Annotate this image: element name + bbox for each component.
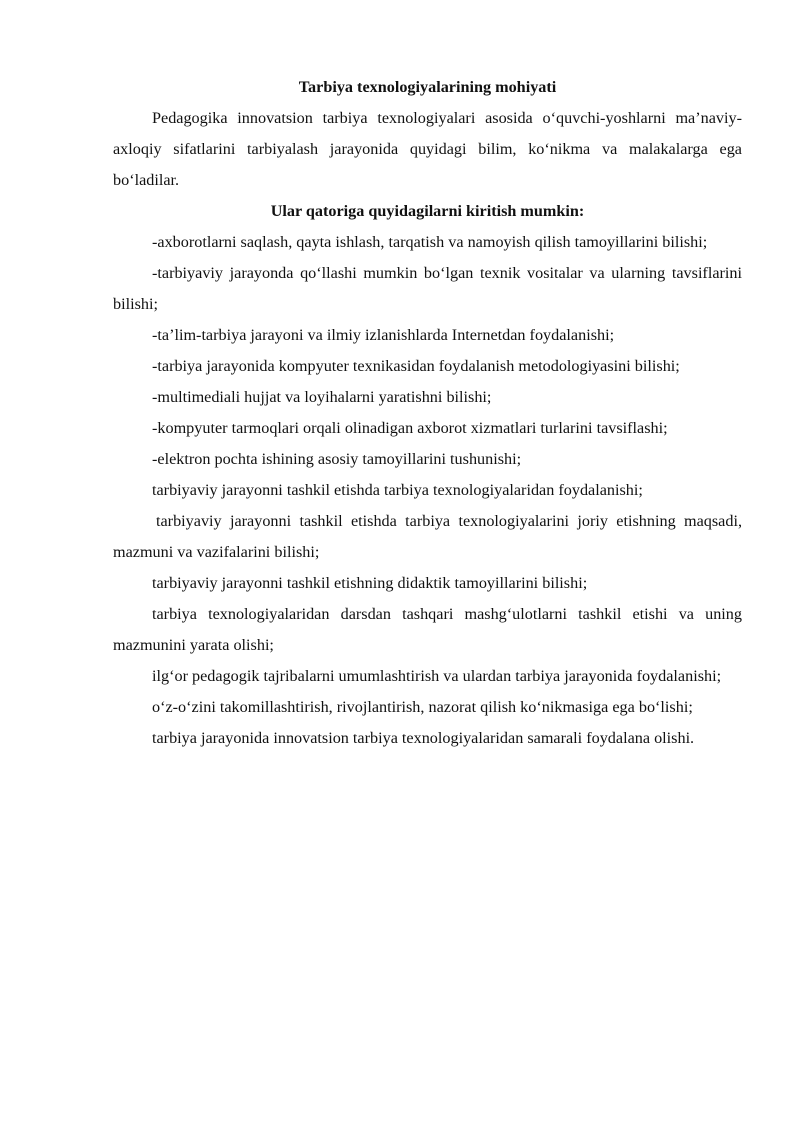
document-title: Tarbiya texnologiyalarining mohiyati <box>298 78 557 96</box>
list-item: ilg‘or pedagogik tajribalarni umumlashtirish va ulardan tarbiya jarayonida foydalanishi; <box>152 667 722 685</box>
document-page <box>113 72 742 754</box>
list-item: o‘z-o‘zini takomillashtirish, rivojlantirish, nazorat qilish ko‘nikmasiga ega bo‘lishi; <box>152 698 693 716</box>
list-item: -ta’lim-tarbiya jarayoni va ilmiy izlanishlarda Internetdan foydalanishi; <box>152 326 615 344</box>
list-item: -kompyuter tarmoqlari orqali olinadigan axborot xizmatlari turlarini tavsiflashi; <box>152 419 668 437</box>
list-item: -multimediali hujjat va loyihalarni yaratishni bilishi; <box>152 388 492 406</box>
list-item: tarbiyaviy jarayonni tashkil etishda tarbiya texnologiyalaridan foydalanishi; <box>152 481 643 499</box>
list-item: -axborotlarni saqlash, qayta ishlash, tarqatish va namoyish qilish tamoyillarini bilishi; <box>152 233 708 251</box>
intro-paragraph: Pedagogika innovatsion tarbiya texnologiyalari asosida o‘quvchi-yoshlarni ma’naviy-axloqiy sifatlarini tarbiyalash jarayonida quyidagi bilim, ko‘nikma va malakalarga ega bo‘ladilar. <box>113 109 742 189</box>
list-item: tarbiya texnologiyalaridan darsdan tashqari mashg‘ulotlarni tashkil etishi va uning mazmunini yarata olishi; <box>113 605 742 654</box>
list-heading: Ular qatoriga quyidagilarni kiritish mumkin: <box>270 202 585 220</box>
list-item: -tarbiya jarayonida kompyuter texnikasidan foydalanish metodologiyasini bilishi; <box>152 357 680 375</box>
list-item: tarbiyaviy jarayonni tashkil etishda tarbiya texnologiyalarini joriy etishning maqsadi, mazmuni va vazifalarini bilishi; <box>113 512 742 561</box>
list-item: -elektron pochta ishining asosiy tamoyillarini tushunishi; <box>152 450 522 468</box>
list-item: -tarbiyaviy jarayonda qo‘llashi mumkin bo‘lgan texnik vositalar va ularning tavsiflarini bilishi; <box>113 264 742 313</box>
list-item: tarbiya jarayonida innovatsion tarbiya texnologiyalaridan samarali foydalana olishi. <box>152 729 695 747</box>
list-item: tarbiyaviy jarayonni tashkil etishning didaktik tamoyillarini bilishi; <box>152 574 588 592</box>
